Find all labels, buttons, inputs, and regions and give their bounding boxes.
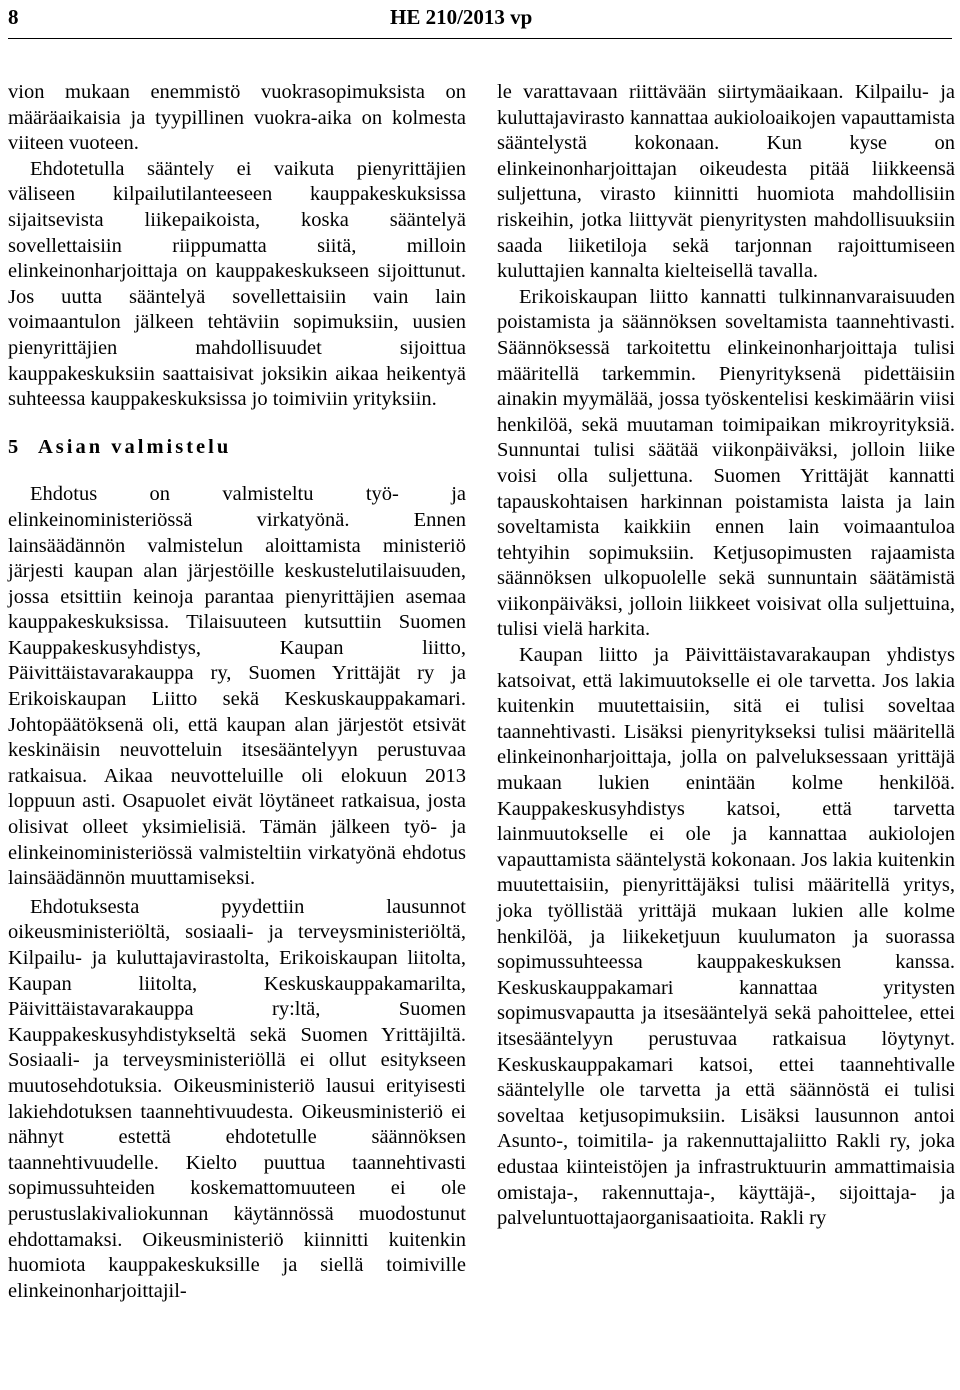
section-heading bbox=[8, 435, 466, 461]
page-header bbox=[0, 0, 960, 40]
paragraph: Erikoiskaupan liitto kannatti tulkinnanvaraisuuden poistamista ja säännöksen soveltamista taannehtivasti. Säännöksessä tarkoitettu elinkeinonharjoittaja tulisi määritellä tarkemmin. Pienyrityksenä pidettäisiin ainakin myymälää, jossa työskentelisi keskimäärin viisi henkilöä, sekä muutaman toimipaikan mikroyrityksiä. Sunnuntai tulisi säätää viikonpäiväksi, jolloin liike voisi olla suljettuna. Suomen Yrittäjät kannatti tapauskohtaisen harkinnan poistamista laista ja lain soveltamista kaikkiin ennen lain voimaantuloa tehtyihin sopimuksiin. Ketjusopimusten rajaamista säännöksen ulkopuolelle sekä sunnuntain säätämistä viikonpäiväksi, jolloin liikkeet voisivat olla suljettuina, tulisi vielä harkita. bbox=[497, 285, 955, 641]
paragraph: vion mukaan enemmistö vuokrasopimuksista on määräaikaisia ja tyypillinen vuokra-aika on kolmesta viiteen vuoteen. bbox=[8, 81, 466, 155]
paragraph: Ehdotuksesta pyydettiin lausunnot oikeusministeriöltä, sosiaali- ja terveysministeriöltä, Kilpailu- ja kuluttajavirastolta, Erikoiskaupan liitolta, Kaupan liitolta, Keskuskauppakamarilta, Päivittäistavarakauppa ry:ltä, Suomen Kauppakeskusyhdistykseltä sekä Suomen Yrittäjiltä. Sosiaali- ja terveysministeriöllä ei ollut esitykseen muutosehdotuksia. Oikeusministeriö lausui erityisesti lakiehdotuksen taannehtivuudesta. Oikeusministeriö ei nähnyt estettä ehdotetulle säännöksen taannehtivuudelle. Kielto puuttua taannehtivasti sopimussuhteiden koskemattomuuteen ei ole perustuslakivaliokunnan käytännössä muodostunut ehdottamaksi. Oikeusministeriö kiinnitti kuitenkin huomiota kauppakeskuksille ja siellä toimiville elinkeinonharjoittajil- bbox=[8, 895, 466, 1302]
left-column bbox=[8, 80, 466, 1304]
section-title: Asian valmistelu bbox=[38, 435, 232, 458]
right-column bbox=[497, 80, 955, 1232]
page-number: 8 bbox=[8, 5, 19, 29]
document-id: HE 210/2013 vp bbox=[390, 5, 533, 29]
paragraph: Ehdotetulla sääntely ei vaikuta pienyrittäjien väliseen kilpailutilanteeseen kauppakeskuksissa sijaitsevista liikepaikoista, koska sääntelyä sovellettaisiin riippumatta siitä, milloin elinkeinonharjoittaja on kauppakeskukseen sijoittunut. Jos uutta sääntelyä sovellettaisiin vain lain voimaantulon jälkeen tehtäviin sopimuksiin, uusien pienyrittäjien mahdollisuudet sijoittua kauppakeskuksiin saattaisivat joksikin aikaa heikentyä suhteessa kauppakeskuksissa jo toimiviin yrityksiin. bbox=[8, 157, 466, 411]
header-rule bbox=[8, 38, 952, 39]
paragraph: le varattavaan riittävään siirtymäaikaan. Kilpailu- ja kuluttajavirasto kannattaa aukioloaikojen vapauttamista sääntelystä kokonaan. Kun kyse on elinkeinonharjoittajan oikeudesta pitää liikkeensä suljettuna, virasto kiinnitti huomiota mahdollisiin riskeihin, jotka liittyvät pienyritysten mahdollisuuksiin saada liiketiloja sekä tarjonnan rajoittumiseen kuluttajien kannalta kielteisellä tavalla. bbox=[497, 81, 955, 283]
section-number: 5 bbox=[8, 435, 19, 458]
paragraph: Ehdotus on valmisteltu työ- ja elinkeinoministeriössä virkatyönä. Ennen lainsäädännön valmistelun aloittamista ministeriö järjesti kaupan alan järjestöille keskustelutilaisuuden, jossa etsittiin keinoja parantaa pienyrittäjien asemaa kauppakeskuksissa. Tilaisuuteen kutsuttiin Suomen Kauppakeskusyhdistys, Kaupan liitto, Päivittäistavarakauppa ry, Suomen Yrittäjät ry ja Erikoiskaupan Liitto sekä Keskuskauppakamari. Johtopäätöksenä oli, että kaupan alan järjestöt etsivät keskinäisin neuvotteluin itsesääntelyyn perustuvaa ratkaisua. Aikaa neuvotteluille oli elokuun 2013 loppuun asti. Osapuolet eivät löytäneet ratkaisua, josta olisivat olleet yksimielisiä. Tämän jälkeen työ- ja elinkeinoministeriössä valmisteltiin virkatyönä ehdotus lainsäädännön muuttamiseksi. bbox=[8, 483, 466, 890]
paragraph: Kaupan liitto ja Päivittäistavarakaupan yhdistys katsoivat, että lakimuutokselle ei ole tarvetta. Jos lakia kuitenkin muutettaisiin, sitä ei tulisi soveltaa taannehtivasti. Lisäksi pienyritykseksi tulisi määritellä elinkeinonharjoittaja, jolla on palveluksessaan yrittäjä mukaan lukien enintään kolme henkilöä. Kauppakeskusyhdistys katsoi, että tarvetta lainmuutokselle ei ole ja kannattaa aukiolojen vapauttamista sääntelystä kokonaan. Jos lakia kuitenkin muutettaisiin, pienyrittäjäksi tulisi määritellä yritys, joka työllistää yrittäjä mukaan lukien alle kolme henkilöä, ja liikeketjuun kuulumaton ja suorassa sopimussuhteessa kauppakeskuksen kanssa. Keskuskauppakamari kannattaa yritysten sopimusvapautta ja itsesääntelyä sekä pahoittelee, ettei itsesääntelyyn perustuvaa ratkaisua löytynyt. Keskuskauppakamari katsoi, ettei taannehtivalle sääntelylle ole tarvetta ja että säännöstä ei tulisi soveltaa ketjusopimuksiin. Lisäksi lausunnon antoi Asunto-, toimitila- ja rakennuttajaliitto Rakli ry, joka edustaa kiinteistöjen ja infrastruktuurin ammattimaisia omistaja-, rakennuttaja-, käyttäjä-, sijoittaja- ja palveluntuottajaorganisaatioita. Rakli ry bbox=[497, 644, 955, 1230]
